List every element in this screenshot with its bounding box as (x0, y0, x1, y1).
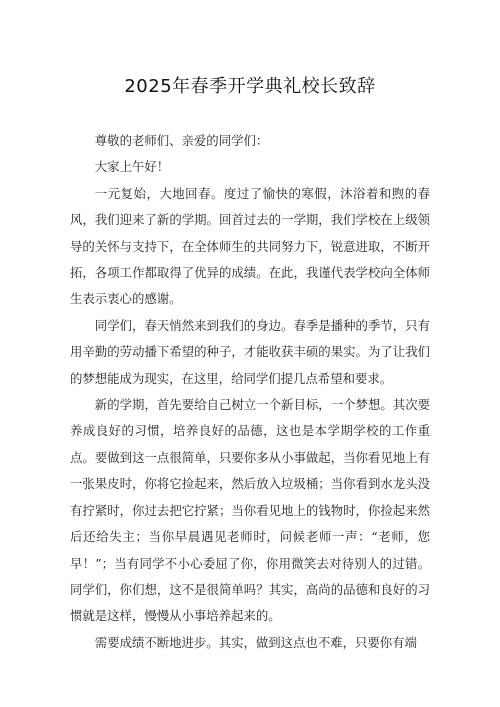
paragraph: 同学们，春天悄然来到我们的身边。春季是播种的季节，只有用辛勤的劳动播下希望的种子，才能收获丰硕的果实。为了让我们的梦想能成为现实，在这里，给同学们提几点希望和要求。 (70, 317, 430, 386)
paragraph-greeting: 大家上午好！ (94, 159, 170, 175)
paragraph: 需要成绩不断地进步。其实，做到这点也不难，只要你有端 (94, 634, 417, 650)
paragraph: 一元复始，大地回春。度过了愉快的寒假，沐浴着和煦的春风，我们迎来了新的学期。回首过去的一学期，我们学校在上级领导的关怀与支持下，在全体师生的共同努力下，锐意进取，不断开拓，各项工作都取得了优异的成绩。在此，我谨代表学校向全体师生表示衷心的感谢。 (70, 185, 430, 307)
paragraph-salutation: 尊敬的老师们、亲爱的同学们： (94, 133, 269, 148)
document-body (70, 128, 430, 656)
document-title: 2025年春季开学典礼校长致辞 (124, 76, 376, 97)
paragraph: 新的学期，首先要给自己树立一个新目标，一个梦想。其次要养成良好的习惯，培养良好的品德，这也是本学期学校的工作重点。要做到这一点很简单，只要你多从小事做起，当你看见地上有一张果皮时，你将它捡起来，然后放入垃圾桶；当你看到水龙头没有拧紧时，你过去把它拧紧；当你看见地上的钱物时，你捡起来然后还给失主；当你早晨遇见老师时，问候老师一声：“老师，您早！”；当有同学不小心委屈了你，你用微笑去对待别人的过错。同学们，你们想，这不是很简单吗？其实，高尚的品德和良好的习惯就是这样，慢慢从小事培养起来的。 (70, 397, 430, 624)
